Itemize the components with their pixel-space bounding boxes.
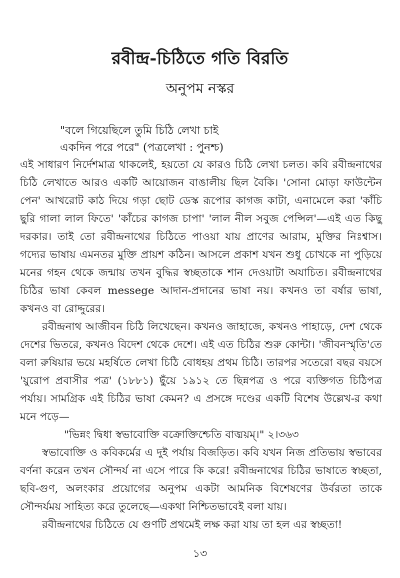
page-number: ১৩ <box>192 547 208 560</box>
epigraph-line-2: একদিন পরে পরে" (পত্রলেখা : পুনশ্চ) <box>60 141 224 154</box>
epigraph <box>60 122 380 156</box>
paragraph-4: রবীন্দ্রনাথের চিঠিতে যে গুণটি প্রথমেই লক্ষ করা যায় তা হল এর স্বচ্ছতা! <box>42 519 343 531</box>
article-title: রবীন্দ্র-চিঠিতে গতি বিরতি <box>111 49 289 69</box>
paragraph-1: এই সাধারণ নির্দেশমাত্র থাকলেই, হয়তো যে কারও চিঠি লেখা চলত। কবি রবীন্দ্রনাথের চিঠি লেখাতে আরও একটি আয়োজন বাঙালীয় ছিল বৈকি। 'সোনা মোড়া ফাউন্টেন পেন' আখরোট কাঠ দিয়ে গড়া ছোট ডেস্ক রূপোর কাগজ কাটা, এনামেলে করা 'কাঁচি ছুরি গালা লাল ফিতে' 'কাঁচের কাগজ চাপা' 'লাল নীল সবুজ পেন্সিল'—এই এত কিছু দরকার। তাই তো রবীন্দ্রনাথের চিঠিতে পাওয়া যায় প্রাণের আরাম, মুক্তির নিঃশ্বাস। গদ্যের ভাষায় এমনতর মুক্তি প্রায়শ কঠিন। আসলে প্রকাশ যখন শুধু চোখকে না পুড়িয়ে মনের গহন থেকে জন্মায় তখন বুদ্ধির স্বচ্ছতাকে শান দেওয়াটা অযাচিত। রবীন্দ্রনাথের চিঠির ভাষা কেবল messege আদান-প্রদানের ভাষা নয়। কখনও তা বর্ষার ভাষা, কখনও বা রোদ্দুরের। <box>20 159 382 315</box>
sanskrit-quote: "ভিন্নং দ্বিধা স্বভাবোক্তি বক্রোক্তিশ্চেতি বাঙ্ময়ম্।" ২।৩৬৩ <box>64 429 299 441</box>
article-body <box>20 156 382 534</box>
paragraph-2: রবীন্দ্রনাথ আজীবন চিঠি লিখেছেন। কখনও জাহাজে, কখনও পাহাড়ে, দেশ থেকে দেশের ভিতরে, কখনও বিদেশ থেকে দেশে। এই এত চিঠির শুরু কোন্টা। 'জীবনস্মৃতি'তে বলা রুষিয়ার ভয়ে মহর্ষিতে লেখা চিঠি বোধহয় প্রথম চিঠি। তারপর সতেরো বছর বয়সে 'য়ুরোপ প্রবাসীর পত্র' (১৮৮১) ছুঁয়ে ১৯১২ তে ছিন্নপত্র ও পরে ব্যক্তিগত চিঠিপত্র পর্যায়। সামগ্রিক এই চিঠির ভাষা কেমন? এ প্রসঙ্গে দণ্ডের একটি বিশেষ উল্লেখ-র কথা মনে পড়ে— <box>20 321 382 423</box>
epigraph-line-1: "বলে গিয়েছিলে তুমি চিঠি লেখা চাই <box>60 124 219 137</box>
author-name: অনুপম নস্কর <box>165 81 235 97</box>
paragraph-3: স্বভাবোক্তি ও কবিকর্মের এ দুই পর্যায় বিজড়িত। কবি যখন নিজ প্রতিভায় স্বভাবের বর্ণনা করেন তখন সৌন্দর্য না এসে পারে কি করে! রবীন্দ্রনাথের চিঠির ভাষাতে স্বচ্ছতা, ছবি-গুণ, অলংকার প্রয়োগের অনুপম একটা আমনিক বিশেষণের উর্বরতা তাকে সৌন্দর্যময় সাহিত্য করে তুলেছে—একথা নিশ্চিতভাবেই বলা যায়। <box>20 447 382 513</box>
